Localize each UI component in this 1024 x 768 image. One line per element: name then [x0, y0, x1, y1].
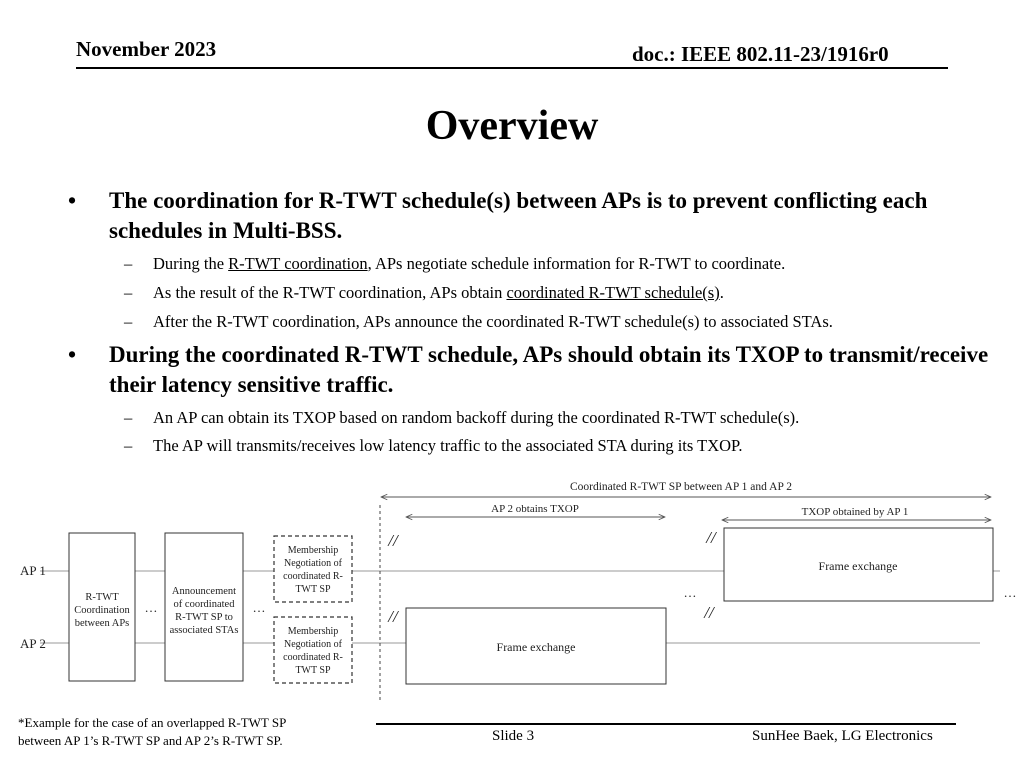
sub-text: The AP will transmits/receives low latency traffic to the associated STA during its TXOP.: [153, 436, 743, 455]
header-date: November 2023: [76, 37, 217, 61]
bullet-marker: •: [68, 188, 77, 213]
membership-ap1-line-4: TWT SP: [295, 584, 331, 595]
membership-ap2-line-1: Membership: [287, 626, 339, 637]
coordination-line-2: Coordination: [74, 605, 130, 616]
sub-text: An AP can obtain its TXOP based on random backoff during the coordinated R-TWT schedule(s).: [153, 408, 800, 427]
footer-divider: [376, 723, 956, 725]
membership-ap1-line-3: coordinated R-: [283, 571, 343, 582]
slide-title: Overview: [425, 103, 599, 149]
footer-slide-number: Slide 3: [492, 728, 535, 744]
sub-marker: –: [124, 312, 133, 331]
sub-marker: –: [124, 408, 133, 427]
ap2-txop-label: AP 2 obtains TXOP: [491, 503, 579, 515]
rtwt-coordination-term: R-TWT coordination: [228, 254, 368, 273]
time-break-icon: //: [704, 603, 714, 622]
ap1-frame-exchange-label: Frame exchange: [818, 559, 898, 573]
ap1-txop-label: TXOP obtained by AP 1: [801, 506, 909, 518]
twt-timeline-diagram: [0, 470, 1024, 710]
membership-ap1-line-2: Negotiation of: [283, 558, 343, 569]
time-break-icon: //: [388, 531, 398, 550]
membership-ap2-line-2: Negotiation of: [283, 639, 343, 650]
coordinated-schedule-term: coordinated R-TWT schedule(s): [506, 283, 720, 302]
ap1-label: AP 1: [20, 563, 46, 578]
coordination-line-3: between APs: [74, 618, 130, 629]
ellipsis: …: [683, 585, 697, 600]
sub-marker: –: [124, 283, 133, 302]
announcement-line-2: of coordinated: [173, 599, 235, 610]
header-doc-id: doc.: IEEE 802.11-23/1916r0: [632, 42, 889, 66]
footnote-line-1: *Example for the case of an overlapped R-TWT SP: [18, 715, 287, 730]
sub-marker: –: [124, 254, 133, 273]
header-divider: [76, 67, 948, 69]
announcement-line-4: associated STAs: [169, 625, 239, 636]
sub-text: After the R-TWT coordination, APs announce the coordinated R-TWT schedule(s) to associated STAs.: [153, 312, 833, 331]
bullet-marker: •: [68, 342, 77, 367]
announcement-line-3: R-TWT SP to: [175, 612, 233, 623]
membership-ap1-line-1: Membership: [287, 545, 339, 556]
time-break-icon: //: [388, 607, 398, 626]
coordinated-sp-label: Coordinated R-TWT SP between AP 1 and AP 2: [569, 481, 793, 493]
sub-text-post: .: [719, 283, 724, 302]
membership-ap2-line-3: coordinated R-: [283, 652, 343, 663]
footnote-line-2: between AP 1’s R-TWT SP and AP 2’s R-TWT SP.: [18, 733, 283, 748]
bullet-1-text: The coordination for R-TWT schedule(s) between APs is to prevent conflicting each schedules in Multi-BSS.: [109, 188, 928, 243]
sub-text-pre: During the: [153, 254, 229, 273]
footnote: [18, 714, 286, 750]
sub-marker: –: [124, 436, 133, 455]
sub-text-post: , APs negotiate schedule information for R-TWT to coordinate.: [367, 254, 786, 273]
bullet-2-text: During the coordinated R-TWT schedule, APs should obtain its TXOP to transmit/receive their latency sensitive traffic.: [109, 342, 989, 397]
ellipsis: …: [1003, 585, 1017, 600]
ellipsis: …: [144, 600, 158, 615]
ap2-frame-exchange-label: Frame exchange: [496, 640, 576, 654]
ap2-label: AP 2: [20, 636, 46, 651]
membership-ap2-line-4: TWT SP: [295, 665, 331, 676]
sub-text-pre: As the result of the R-TWT coordination, APs obtain: [153, 283, 507, 302]
announcement-line-1: Announcement: [171, 586, 237, 597]
ellipsis: …: [252, 600, 266, 615]
time-break-icon: //: [706, 528, 716, 547]
coordination-line-1: R-TWT: [85, 592, 119, 603]
footer-author: SunHee Baek, LG Electronics: [752, 728, 933, 744]
